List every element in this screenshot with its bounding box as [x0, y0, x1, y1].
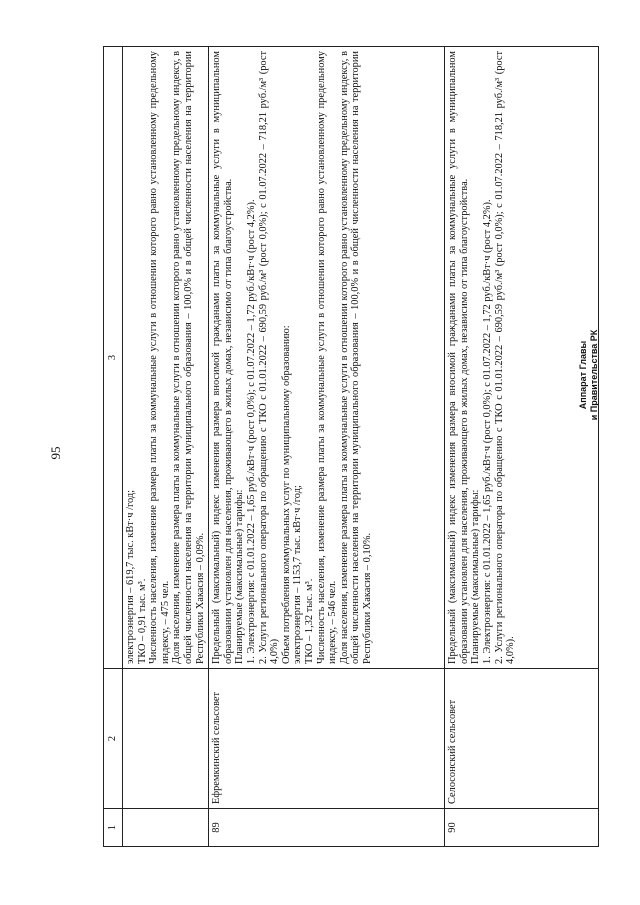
row-number-cell: 89 — [209, 809, 445, 847]
stamp-line-1: Аппарат Главы — [578, 340, 588, 410]
text-line: 1. Электроэнергия: с 01.01.2022 – 1,65 руб./кВт·ч (рост 0,0%); с 01.07.2022 – 1,72 руб./кВт·ч (рост 4,2%). — [481, 199, 493, 664]
description-cell — [209, 47, 445, 669]
row-number-cell — [123, 809, 209, 847]
text-line: Предельный (максимальный) индекс изменения размера вносимой гражданами платы за коммунальные услуги в муниципальном образовании установлен для населения, проживающего в жилых домах, независимо от типа благоустройства. — [211, 51, 234, 664]
text-line: 2. Услуги регионального оператора по обращению с ТКО с 01.01.2022 – 690,59 руб./м³ (рост 0,0%); с 01.07.2022 – 718,21 руб./м³ (рост 4,0%). — [493, 51, 517, 664]
description-cell — [445, 47, 599, 669]
text-line: Планируемые (максимальные) тарифы: — [234, 489, 246, 664]
text-line: Доля населения, изменение размера платы за коммунальные услуги в отношении которого равно установленному предельному индексу, в общей численности населения на территории муниципального образования – 100,0% и в общей численности населения на территории Республики Хакасия – 0,10%. — [338, 51, 373, 664]
text-line: Предельный (максимальный) индекс изменения размера вносимой гражданами платы за коммунальные услуги в муниципальном образовании установлен для населения, проживающего в жилых домах, независимо от типа благоустройства. — [447, 51, 470, 664]
text-line: 1. Электроэнергия: с 01.01.2022 – 1,65 руб./кВт·ч (рост 0,0%); с 01.07.2022 – 1,72 руб./кВт·ч (рост 4,2%). — [245, 199, 257, 664]
header-col-1: 1 — [104, 809, 123, 847]
description-cell — [123, 47, 209, 669]
text-line: электроэнергия – 1153,7 тыс. кВт·ч /год; — [292, 485, 304, 664]
header-col-2: 2 — [104, 669, 123, 809]
municipality-name-cell: Ефремкинский сельсовет — [209, 669, 445, 809]
municipality-name-cell — [123, 669, 209, 809]
municipality-name-cell: Селосонский сельсовет — [445, 669, 599, 809]
page-number: 95 — [48, 446, 63, 460]
text-line: Доля населения, изменение размера платы за коммунальные услуги в отношении которого равно установленному предельному индексу, в общей численности населения на территории муниципального образования – 100,0% и в общей численности населения на территории Республики Хакасия – 0,09%. — [171, 51, 206, 664]
text-line: Численность населения, изменение размера платы за коммунальные услуги в отношении которого равно установленному предельному индексу, – 546 чел. — [315, 51, 339, 664]
table-row-continued — [123, 47, 209, 847]
text-line: электроэнергия – 619,7 тыс. кВт·ч /год; — [125, 489, 136, 664]
table-row-89 — [209, 47, 445, 847]
table-row-90 — [445, 47, 599, 847]
rotated-table-container — [103, 47, 599, 847]
tariff-table — [103, 46, 599, 847]
stamp-line-2: и Правительства РК — [589, 329, 599, 421]
text-line: ТКО – 1,32 тыс. м³. — [303, 578, 315, 664]
header-row — [104, 47, 123, 847]
text-line: 2. Услуги регионального оператора по обращению с ТКО с 01.01.2022 – 690,59 руб./м³ (рост 0,0%); с 01.07.2022 – 718,21 руб./м³ (рост 4,0%) — [257, 51, 281, 664]
text-line: Объем потребления коммунальных услуг по муниципальному образованию: — [280, 325, 292, 664]
text-line: Планируемые (максимальные) тарифы: — [470, 489, 482, 664]
row-number-cell: 90 — [445, 809, 599, 847]
text-line: Численность населения, изменение размера платы за коммунальные услуги в отношении которого равно установленному предельному индексу, – 475 чел. — [148, 51, 171, 664]
text-line: ТКО – 0,91 тыс. м³. — [136, 578, 148, 664]
header-col-3: 3 — [104, 47, 123, 669]
